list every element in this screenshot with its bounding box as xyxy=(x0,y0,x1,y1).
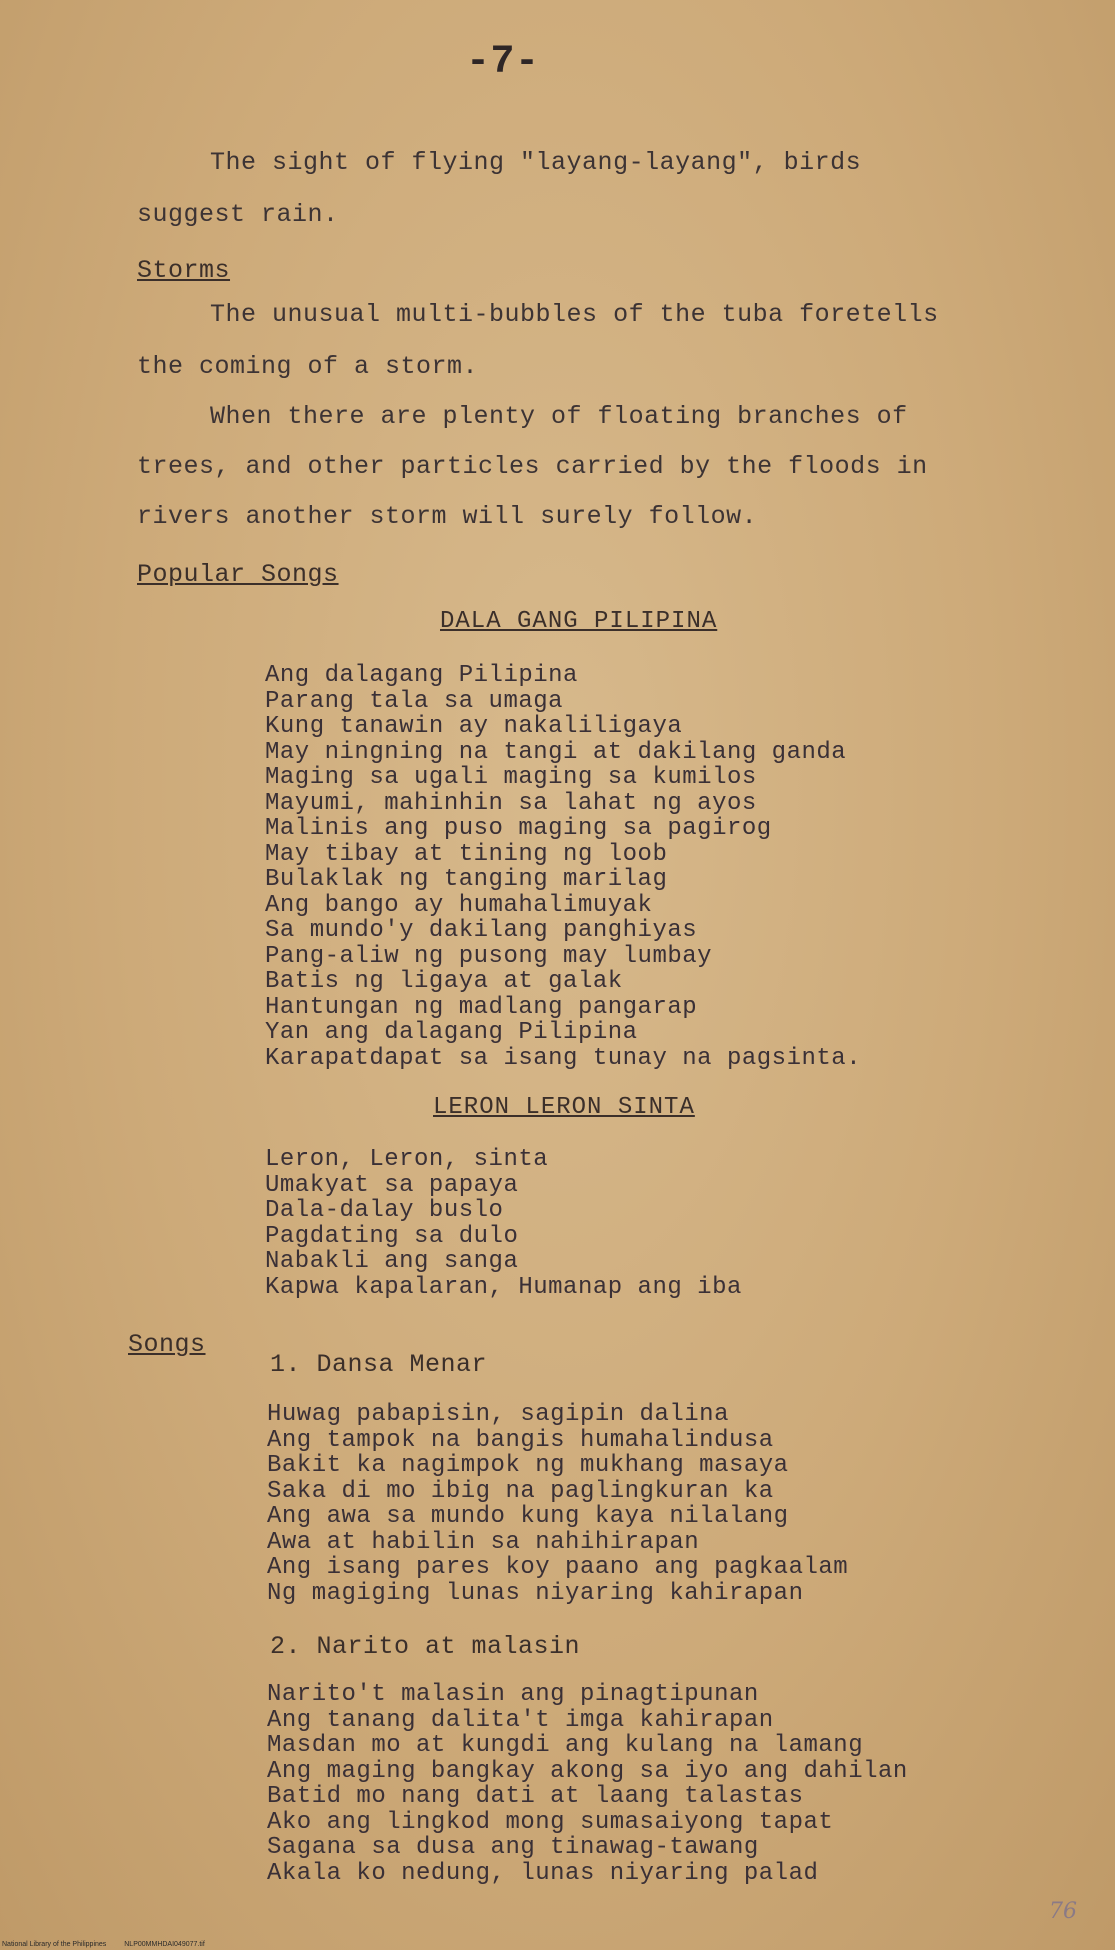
verse-line: May ningning na tangi at dakilang ganda xyxy=(265,738,847,766)
song-title: LERON LERON SINTA xyxy=(433,1094,695,1121)
verse-line: Maging sa ugali maging sa kumilos xyxy=(265,764,757,791)
paragraph-line: rivers another storm will surely follow. xyxy=(137,502,758,531)
verse-line: Bakit ka nagimpok ng mukhang masaya xyxy=(267,1452,789,1479)
song-verse xyxy=(267,1682,908,1886)
song-verse xyxy=(265,1147,742,1300)
paragraph-line: the coming of a storm. xyxy=(137,352,479,381)
paragraph-line: The sight of flying "layang-layang", birds xyxy=(210,148,862,177)
verse-line: Nabakli ang sanga xyxy=(265,1248,519,1275)
song-title: DALA GANG PILIPINA xyxy=(440,608,718,635)
verse-line: Narito't malasin ang pinagtipunan xyxy=(267,1681,759,1708)
verse-line: Batis ng ligaya at galak xyxy=(265,968,623,995)
verse-line: Ang isang pares koy paano ang pagkaalam xyxy=(267,1554,849,1581)
verse-line: Ang bango ay humahalimuyak xyxy=(265,891,653,919)
verse-line: Yan ang dalagang Pilipina xyxy=(265,1019,638,1046)
verse-line: Ang maging bangkay akong sa iyo ang dahilan xyxy=(267,1757,908,1785)
section-heading-popular-songs: Popular Songs xyxy=(137,560,339,589)
verse-line: Ang tanang dalita't imga kahirapan xyxy=(267,1706,774,1734)
paragraph-line: suggest rain. xyxy=(137,200,339,229)
verse-line: Dala-dalay buslo xyxy=(265,1197,504,1224)
footer-library: National Library of the Philippines xyxy=(2,1941,107,1948)
scan-footer xyxy=(2,1941,221,1948)
verse-line: Bulaklak ng tanging marilag xyxy=(265,866,668,893)
verse-line: Umakyat sa papaya xyxy=(265,1171,519,1199)
verse-line: Kapwa kapalaran, Humanap ang iba xyxy=(265,1273,742,1301)
paragraph-line: The unusual multi-bubbles of the tuba foretells xyxy=(210,300,939,329)
page-number: -7- xyxy=(466,40,540,85)
verse-line: Masdan mo at kungdi ang kulang na lamang xyxy=(267,1732,864,1759)
verse-line: Malinis ang puso maging sa pagirog xyxy=(265,815,772,842)
verse-line: Huwag pabapisin, sagipin dalina xyxy=(267,1401,729,1428)
verse-line: Pagdating sa dulo xyxy=(265,1222,519,1250)
verse-line: Karapatdapat sa isang tunay na pagsinta. xyxy=(265,1044,862,1072)
section-heading-songs: Songs xyxy=(128,1330,206,1359)
paragraph-line: trees, and other particles carried by the floods in xyxy=(137,452,928,481)
footer-filename: NLP00MMHDAI049077.tif xyxy=(124,1941,205,1948)
verse-line: Hantungan ng madlang pangarap xyxy=(265,993,698,1021)
section-heading-storms: Storms xyxy=(137,256,231,285)
verse-line: Parang tala sa umaga xyxy=(265,687,564,715)
verse-line: Awa at habilin sa nahihirapan xyxy=(267,1528,700,1556)
song-verse xyxy=(267,1402,848,1606)
verse-line: Kung tanawin ay nakaliligaya xyxy=(265,713,683,740)
verse-line: Pang-aliw ng pusong may lumbay xyxy=(265,942,713,970)
song-title: 2. Narito at malasin xyxy=(270,1632,581,1661)
handwritten-page-mark: 76 xyxy=(1049,1899,1077,1924)
verse-line: Batid mo nang dati at laang talastas xyxy=(267,1783,804,1810)
verse-line: Mayumi, mahinhin sa lahat ng ayos xyxy=(265,789,757,817)
verse-line: Ng magiging lunas niyaring kahirapan xyxy=(267,1579,804,1607)
verse-line: Sa mundo'y dakilang panghiyas xyxy=(265,917,698,944)
verse-line: Sagana sa dusa ang tinawag-tawang xyxy=(267,1834,759,1861)
verse-line: May tibay at tining ng loob xyxy=(265,840,668,868)
verse-line: Ako ang lingkod mong sumasaiyong tapat xyxy=(267,1808,834,1836)
verse-line: Akala ko nedung, lunas niyaring palad xyxy=(267,1859,819,1887)
song-verse xyxy=(265,663,861,1071)
song-title: 1. Dansa Menar xyxy=(270,1350,488,1379)
verse-line: Ang tampok na bangis humahalindusa xyxy=(267,1426,774,1454)
verse-line: Ang dalagang Pilipina xyxy=(265,662,578,689)
verse-line: Saka di mo ibig na paglingkuran ka xyxy=(267,1477,774,1505)
verse-line: Ang awa sa mundo kung kaya nilalang xyxy=(267,1503,789,1530)
verse-line: Leron, Leron, sinta xyxy=(265,1146,549,1173)
paragraph-line: When there are plenty of floating branches of xyxy=(210,402,908,431)
